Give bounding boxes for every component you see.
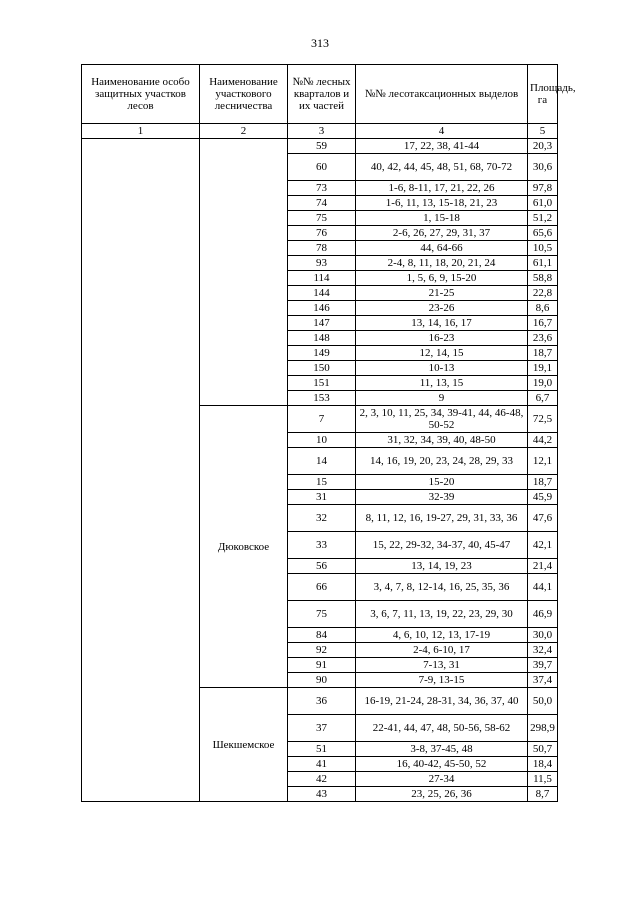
column-number: 2: [200, 124, 288, 139]
area-cell: 72,5: [528, 406, 558, 433]
quarter-cell: 41: [288, 757, 356, 772]
area-cell: 39,7: [528, 658, 558, 673]
table-body: [82, 139, 558, 802]
quarter-cell: 147: [288, 316, 356, 331]
column-number: 1: [82, 124, 200, 139]
header-area: Площадь, га: [528, 65, 558, 124]
table-row: [82, 139, 558, 154]
allotments-cell: 15-20: [356, 475, 528, 490]
quarter-cell: 151: [288, 376, 356, 391]
quarter-cell: 75: [288, 211, 356, 226]
quarter-cell: 10: [288, 433, 356, 448]
allotments-cell: 3, 4, 7, 8, 12-14, 16, 25, 35, 36: [356, 574, 528, 601]
quarter-cell: 15: [288, 475, 356, 490]
header-quarters: №№ лесных кварталов и их частей: [288, 65, 356, 124]
area-cell: 6,7: [528, 391, 558, 406]
protected-area-cell: [82, 139, 200, 802]
area-cell: 32,4: [528, 643, 558, 658]
quarter-cell: 78: [288, 241, 356, 256]
area-cell: 8,7: [528, 787, 558, 802]
allotments-cell: 4, 6, 10, 12, 13, 17-19: [356, 628, 528, 643]
allotments-cell: 12, 14, 15: [356, 346, 528, 361]
allotments-cell: 1-6, 8-11, 17, 21, 22, 26: [356, 181, 528, 196]
allotments-cell: 21-25: [356, 286, 528, 301]
area-cell: 18,7: [528, 346, 558, 361]
quarter-cell: 73: [288, 181, 356, 196]
allotments-cell: 7-9, 13-15: [356, 673, 528, 688]
allotments-cell: 11, 13, 15: [356, 376, 528, 391]
area-cell: 47,6: [528, 505, 558, 532]
allotments-cell: 15, 22, 29-32, 34-37, 40, 45-47: [356, 532, 528, 559]
area-cell: 19,0: [528, 376, 558, 391]
allotments-cell: 2-4, 6-10, 17: [356, 643, 528, 658]
quarter-cell: 150: [288, 361, 356, 376]
quarter-cell: 36: [288, 688, 356, 715]
area-cell: 44,2: [528, 433, 558, 448]
quarter-cell: 144: [288, 286, 356, 301]
area-cell: 20,3: [528, 139, 558, 154]
area-cell: 50,7: [528, 742, 558, 757]
area-cell: 44,1: [528, 574, 558, 601]
table-header-row: [82, 65, 558, 124]
area-cell: 12,1: [528, 448, 558, 475]
column-number: 3: [288, 124, 356, 139]
quarter-cell: 60: [288, 154, 356, 181]
quarter-cell: 93: [288, 256, 356, 271]
quarter-cell: 75: [288, 601, 356, 628]
header-allotments: №№ лесотаксационных выделов: [356, 65, 528, 124]
area-cell: 30,0: [528, 628, 558, 643]
allotments-cell: 22-41, 44, 47, 48, 50-56, 58-62: [356, 715, 528, 742]
area-cell: 65,6: [528, 226, 558, 241]
quarter-cell: 84: [288, 628, 356, 643]
area-cell: 46,9: [528, 601, 558, 628]
allotments-cell: 13, 14, 16, 17: [356, 316, 528, 331]
area-cell: 51,2: [528, 211, 558, 226]
area-cell: 23,6: [528, 331, 558, 346]
area-cell: 11,5: [528, 772, 558, 787]
quarter-cell: 74: [288, 196, 356, 211]
quarter-cell: 146: [288, 301, 356, 316]
area-cell: 8,6: [528, 301, 558, 316]
area-cell: 18,7: [528, 475, 558, 490]
area-cell: 298,9: [528, 715, 558, 742]
allotments-cell: 2, 3, 10, 11, 25, 34, 39-41, 44, 46-48, 50-52: [356, 406, 528, 433]
forestry-cell: [200, 139, 288, 406]
area-cell: 45,9: [528, 490, 558, 505]
header-forestry: Наименование участкового лесничества: [200, 65, 288, 124]
quarter-cell: 37: [288, 715, 356, 742]
area-cell: 42,1: [528, 532, 558, 559]
allotments-cell: 9: [356, 391, 528, 406]
quarter-cell: 33: [288, 532, 356, 559]
allotments-cell: 7-13, 31: [356, 658, 528, 673]
quarter-cell: 153: [288, 391, 356, 406]
area-cell: 19,1: [528, 361, 558, 376]
quarter-cell: 66: [288, 574, 356, 601]
quarter-cell: 149: [288, 346, 356, 361]
area-cell: 58,8: [528, 271, 558, 286]
quarter-cell: 92: [288, 643, 356, 658]
quarter-cell: 91: [288, 658, 356, 673]
area-cell: 16,7: [528, 316, 558, 331]
allotments-cell: 32-39: [356, 490, 528, 505]
forestry-cell: Дюковское: [200, 406, 288, 688]
quarter-cell: 90: [288, 673, 356, 688]
page-number: 313: [311, 36, 329, 50]
column-numbers-row: [82, 124, 558, 139]
allotments-cell: 31, 32, 34, 39, 40, 48-50: [356, 433, 528, 448]
quarter-cell: 31: [288, 490, 356, 505]
forest-areas-table: [81, 64, 576, 802]
forestry-cell: Шекшемское: [200, 688, 288, 802]
allotments-cell: 3, 6, 7, 11, 13, 19, 22, 23, 29, 30: [356, 601, 528, 628]
allotments-cell: 16-23: [356, 331, 528, 346]
area-cell: 30,6: [528, 154, 558, 181]
allotments-cell: 17, 22, 38, 41-44: [356, 139, 528, 154]
quarter-cell: 32: [288, 505, 356, 532]
quarter-cell: 56: [288, 559, 356, 574]
allotments-cell: 1, 5, 6, 9, 15-20: [356, 271, 528, 286]
area-cell: 61,1: [528, 256, 558, 271]
area-cell: 21,4: [528, 559, 558, 574]
quarter-cell: 43: [288, 787, 356, 802]
allotments-cell: 2-6, 26, 27, 29, 31, 37: [356, 226, 528, 241]
allotments-cell: 14, 16, 19, 20, 23, 24, 28, 29, 33: [356, 448, 528, 475]
allotments-cell: 16, 40-42, 45-50, 52: [356, 757, 528, 772]
allotments-cell: 2-4, 8, 11, 18, 20, 21, 24: [356, 256, 528, 271]
area-cell: 61,0: [528, 196, 558, 211]
allotments-cell: 16-19, 21-24, 28-31, 34, 36, 37, 40: [356, 688, 528, 715]
area-cell: 97,8: [528, 181, 558, 196]
allotments-cell: 23, 25, 26, 36: [356, 787, 528, 802]
allotments-cell: 23-26: [356, 301, 528, 316]
quarter-cell: 76: [288, 226, 356, 241]
allotments-cell: 27-34: [356, 772, 528, 787]
area-cell: 18,4: [528, 757, 558, 772]
quarter-cell: 7: [288, 406, 356, 433]
quarter-cell: 42: [288, 772, 356, 787]
area-cell: 37,4: [528, 673, 558, 688]
allotments-cell: 44, 64-66: [356, 241, 528, 256]
allotments-cell: 1-6, 11, 13, 15-18, 21, 23: [356, 196, 528, 211]
allotments-cell: 1, 15-18: [356, 211, 528, 226]
allotments-cell: 10-13: [356, 361, 528, 376]
quarter-cell: 148: [288, 331, 356, 346]
quarter-cell: 114: [288, 271, 356, 286]
quarter-cell: 51: [288, 742, 356, 757]
allotments-cell: 3-8, 37-45, 48: [356, 742, 528, 757]
allotments-cell: 8, 11, 12, 16, 19-27, 29, 31, 33, 36: [356, 505, 528, 532]
allotments-cell: 13, 14, 19, 23: [356, 559, 528, 574]
quarter-cell: 14: [288, 448, 356, 475]
quarter-cell: 59: [288, 139, 356, 154]
area-cell: 22,8: [528, 286, 558, 301]
allotments-cell: 40, 42, 44, 45, 48, 51, 68, 70-72: [356, 154, 528, 181]
column-number: 4: [356, 124, 528, 139]
area-cell: 10,5: [528, 241, 558, 256]
area-cell: 50,0: [528, 688, 558, 715]
column-number: 5: [528, 124, 558, 139]
header-protected-area: Наименование особо защитных участков лесов: [82, 65, 200, 124]
